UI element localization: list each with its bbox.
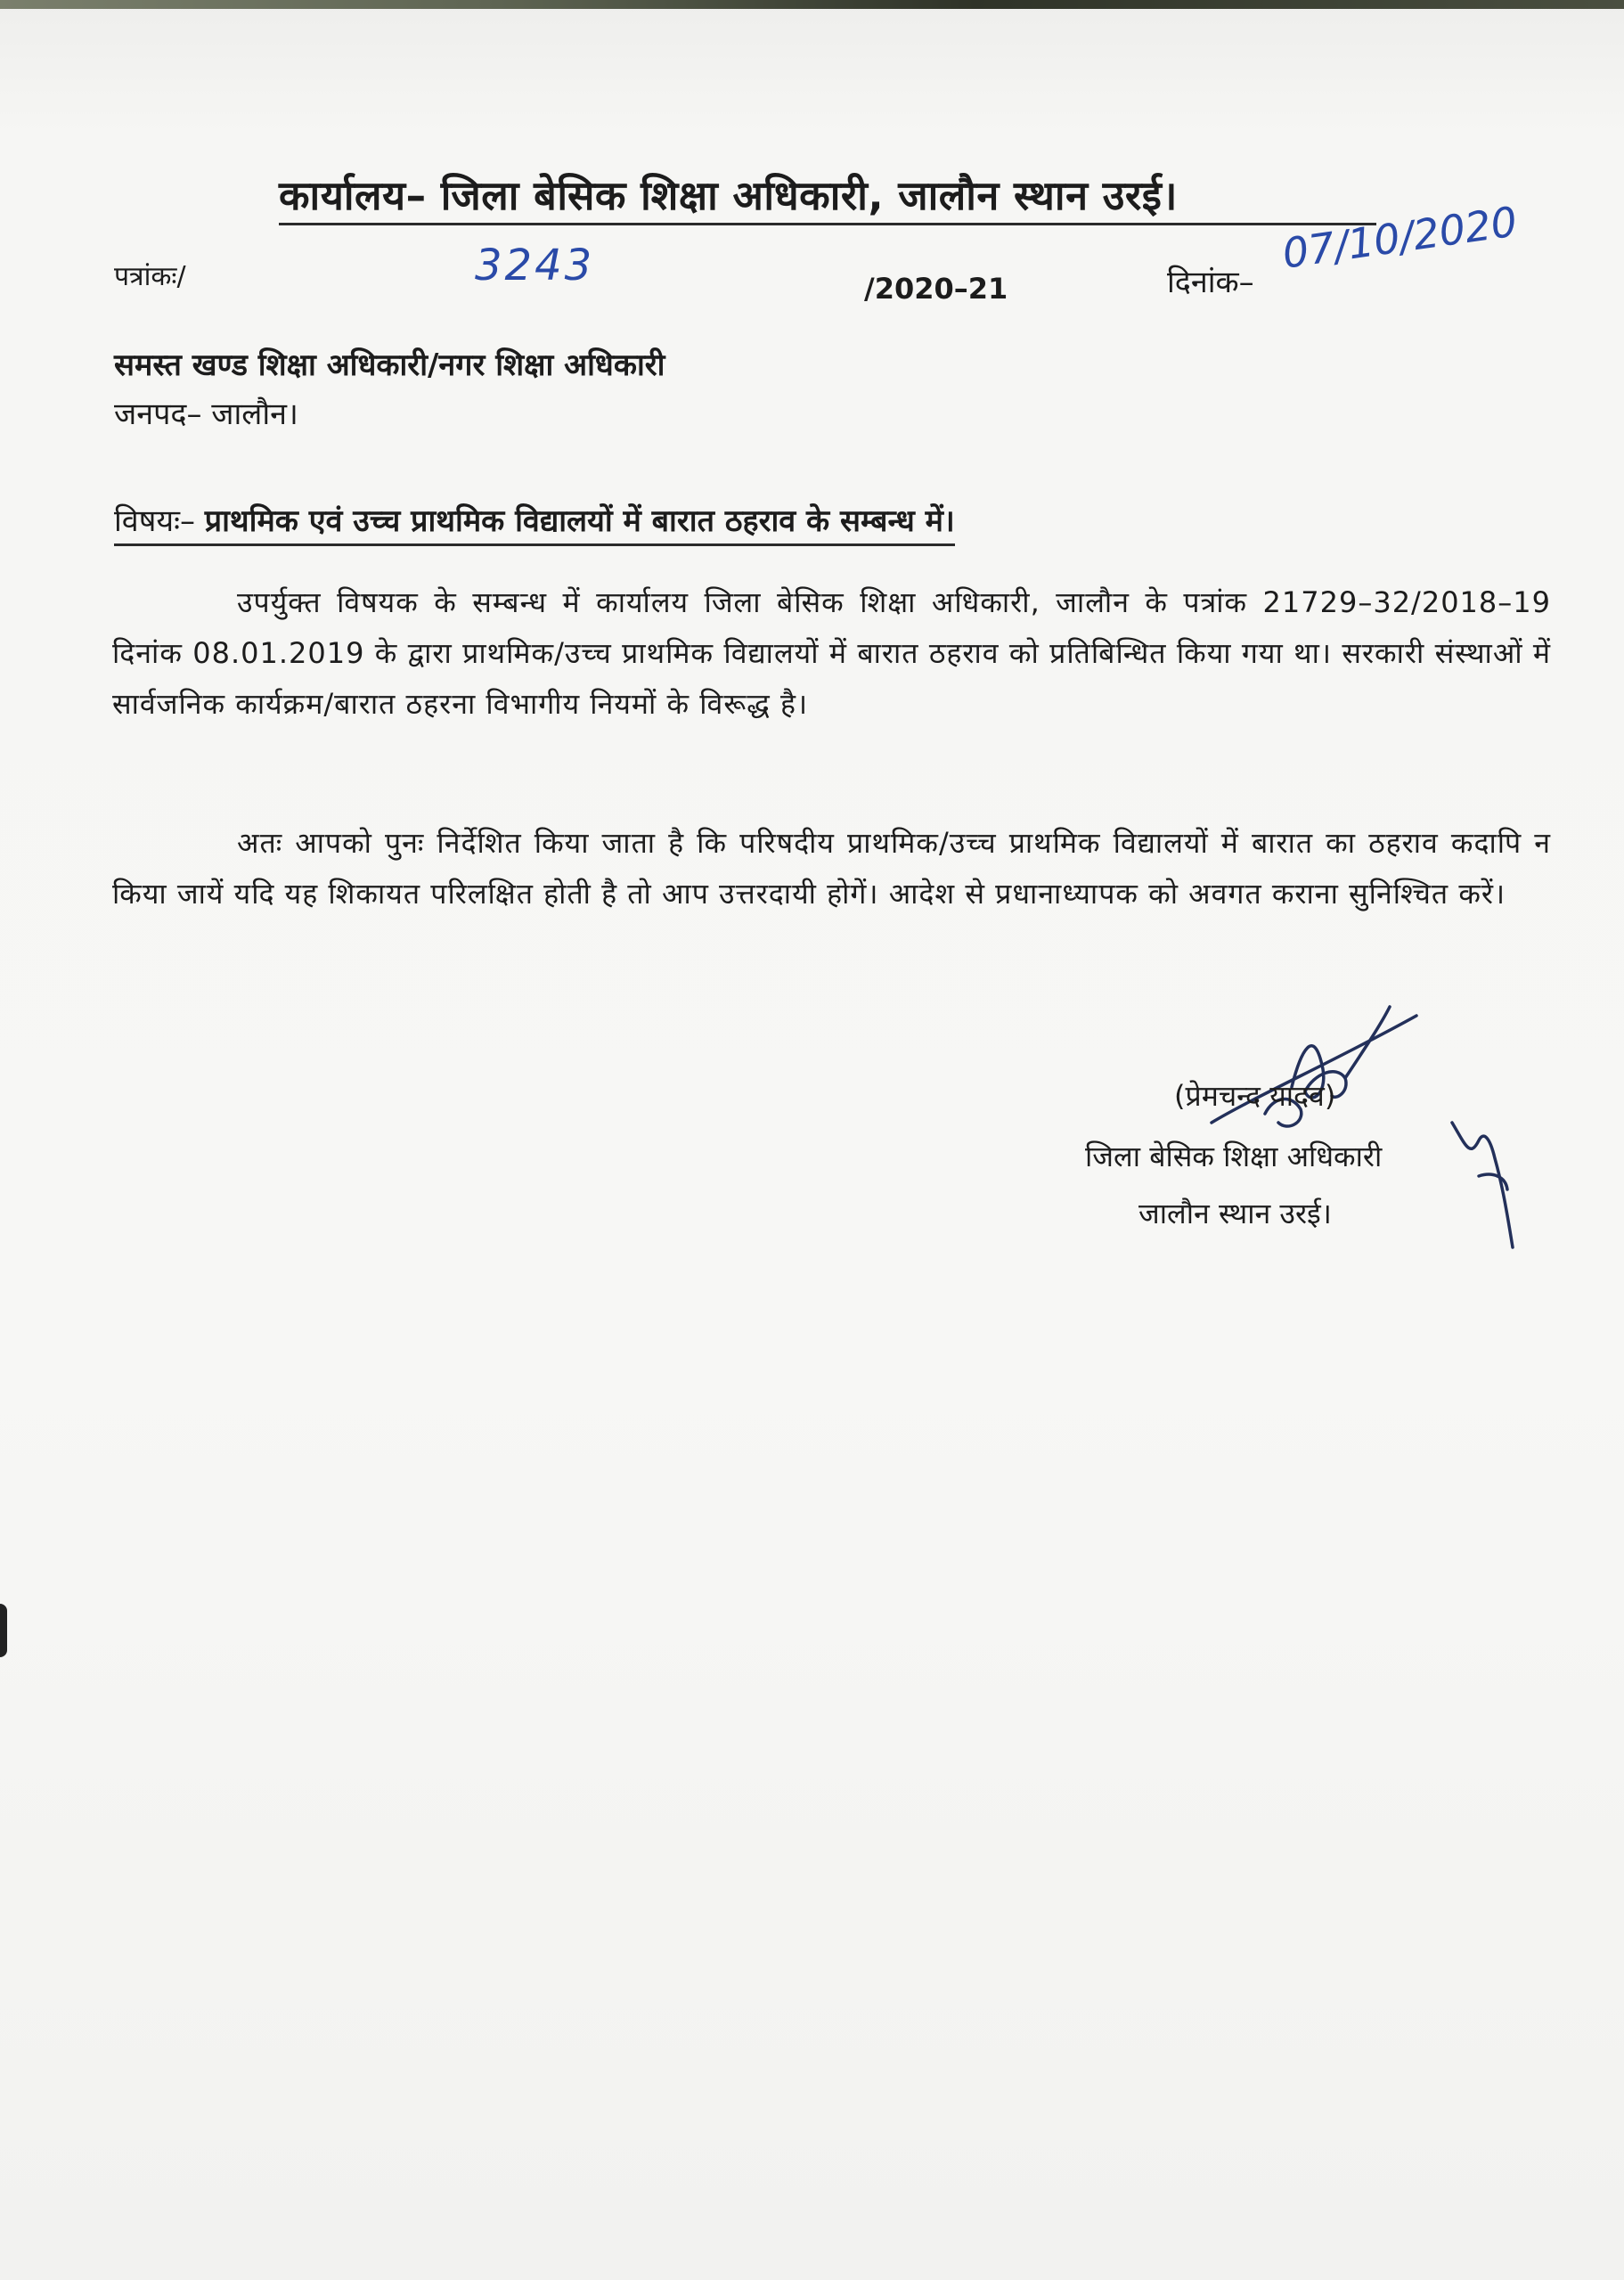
subject-line [114,499,955,546]
subject-text: प्राथमिक एवं उच्च प्राथमिक विद्यालयों में बारात ठहराव के सम्बन्ध में। [204,503,955,539]
signatory-place: जालौन स्थान उरई। [1138,1197,1332,1230]
body-paragraph-1: उपर्युक्त विषयक के सम्बन्ध में कार्यालय जिला बेसिक शिक्षा अधिकारी, जालौन के पत्रांक 21729–32/2018–19 दिनांक 08.01.2019 के द्वारा प्राथमिक/उच्च प्राथमिक विद्यालयों में बारात ठहराव को प्रतिबिन्धित किया गया था। सरकारी संस्थाओं में सार्वजनिक कार्यक्रम/बारात ठहरना विभागीय नियमों के विरूद्ध है। [112,585,1551,721]
date-value: 07/10/2020 [1279,197,1521,278]
reference-label: पत्रांकः/ [114,261,186,292]
body-paragraph-2: अतः आपको पुनः निर्देशित किया जाता है कि परिषदीय प्राथमिक/उच्च प्राथमिक विद्यालयों में बारात का ठहराव कदापि न किया जायें यदि यह शिकायत परिलक्षित होती है तो आप उत्तरदायी होगें। आदेश से प्रधानाध्यापक को अवगत कराना सुनिश्चित करें। [112,826,1551,911]
subject-label: विषयः– [114,503,195,539]
reference-number: 3243 [475,241,595,290]
office-heading: कार्यालय– जिला बेसिक शिक्षा अधिकारी, जालौन स्थान उरई। [279,172,1178,219]
signatory-title: जिला बेसिक शिक्षा अधिकारी [1085,1140,1383,1173]
addressee-line: समस्त खण्ड शिक्षा अधिकारी/नगर शिक्षा अधिकारी [114,347,665,383]
date-label: दिनांक– [1167,265,1254,300]
scan-top-edge [0,0,1624,9]
reference-year: /2020–21 [864,272,1008,306]
district-line: जनपद– जालौन। [114,396,298,432]
signatory-name: (प्रेमचन्द यादव) [1174,1079,1336,1113]
scan-left-mark [0,1604,7,1657]
heading-underline [279,223,1376,225]
